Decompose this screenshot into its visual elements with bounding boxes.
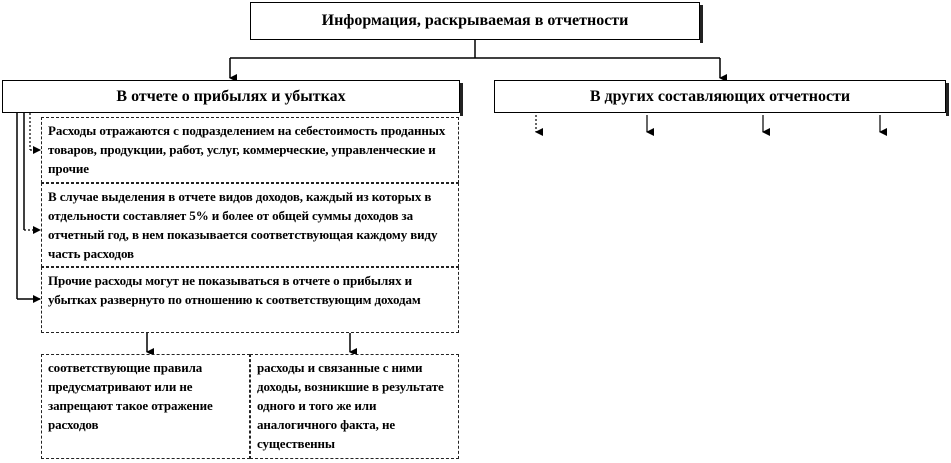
condition-text-1: соответствующие правила предусматривают или не запрещают такое отражение расходов — [48, 360, 213, 432]
left-branch-node — [2, 80, 460, 113]
item-box-2 — [41, 183, 459, 267]
item-text-3: Прочие расходы могут не показываться в отчете о прибылях и убытках развернуто по отношению к соответствующим доходам — [48, 273, 421, 307]
item-text-1: Расходы отражаются с подразделением на себестоимость проданных товаров, продукции, работ, услуг, коммерческие, управленческие и прочие — [48, 123, 446, 176]
root-shadow — [700, 5, 703, 43]
condition-box-1 — [41, 354, 250, 459]
right-branch-label: В других составляющих отчетности — [589, 87, 851, 105]
item-text-2: В случае выделения в отчете видов доходов, каждый из которых в отдельности составляет 5% и более от общей суммы доходов за отчетный год, в нем показывается соответствующая каждому виду часть расходов — [48, 189, 438, 261]
item-box-1 — [41, 117, 459, 183]
condition-text-2: расходы и связанные с ними доходы, возникшие в результате одного и того же или аналогичного факта, не существенны — [257, 360, 444, 451]
condition-box-2 — [250, 354, 459, 459]
right-branch-shadow — [946, 83, 949, 116]
item-box-3 — [41, 267, 459, 333]
root-label: Информация, раскрываемая в отчетности — [321, 12, 629, 29]
root-node — [250, 2, 700, 40]
right-branch-node — [494, 80, 946, 113]
left-branch-shadow — [460, 83, 463, 116]
left-branch-label: В отчете о прибылях и убытках — [116, 87, 346, 105]
